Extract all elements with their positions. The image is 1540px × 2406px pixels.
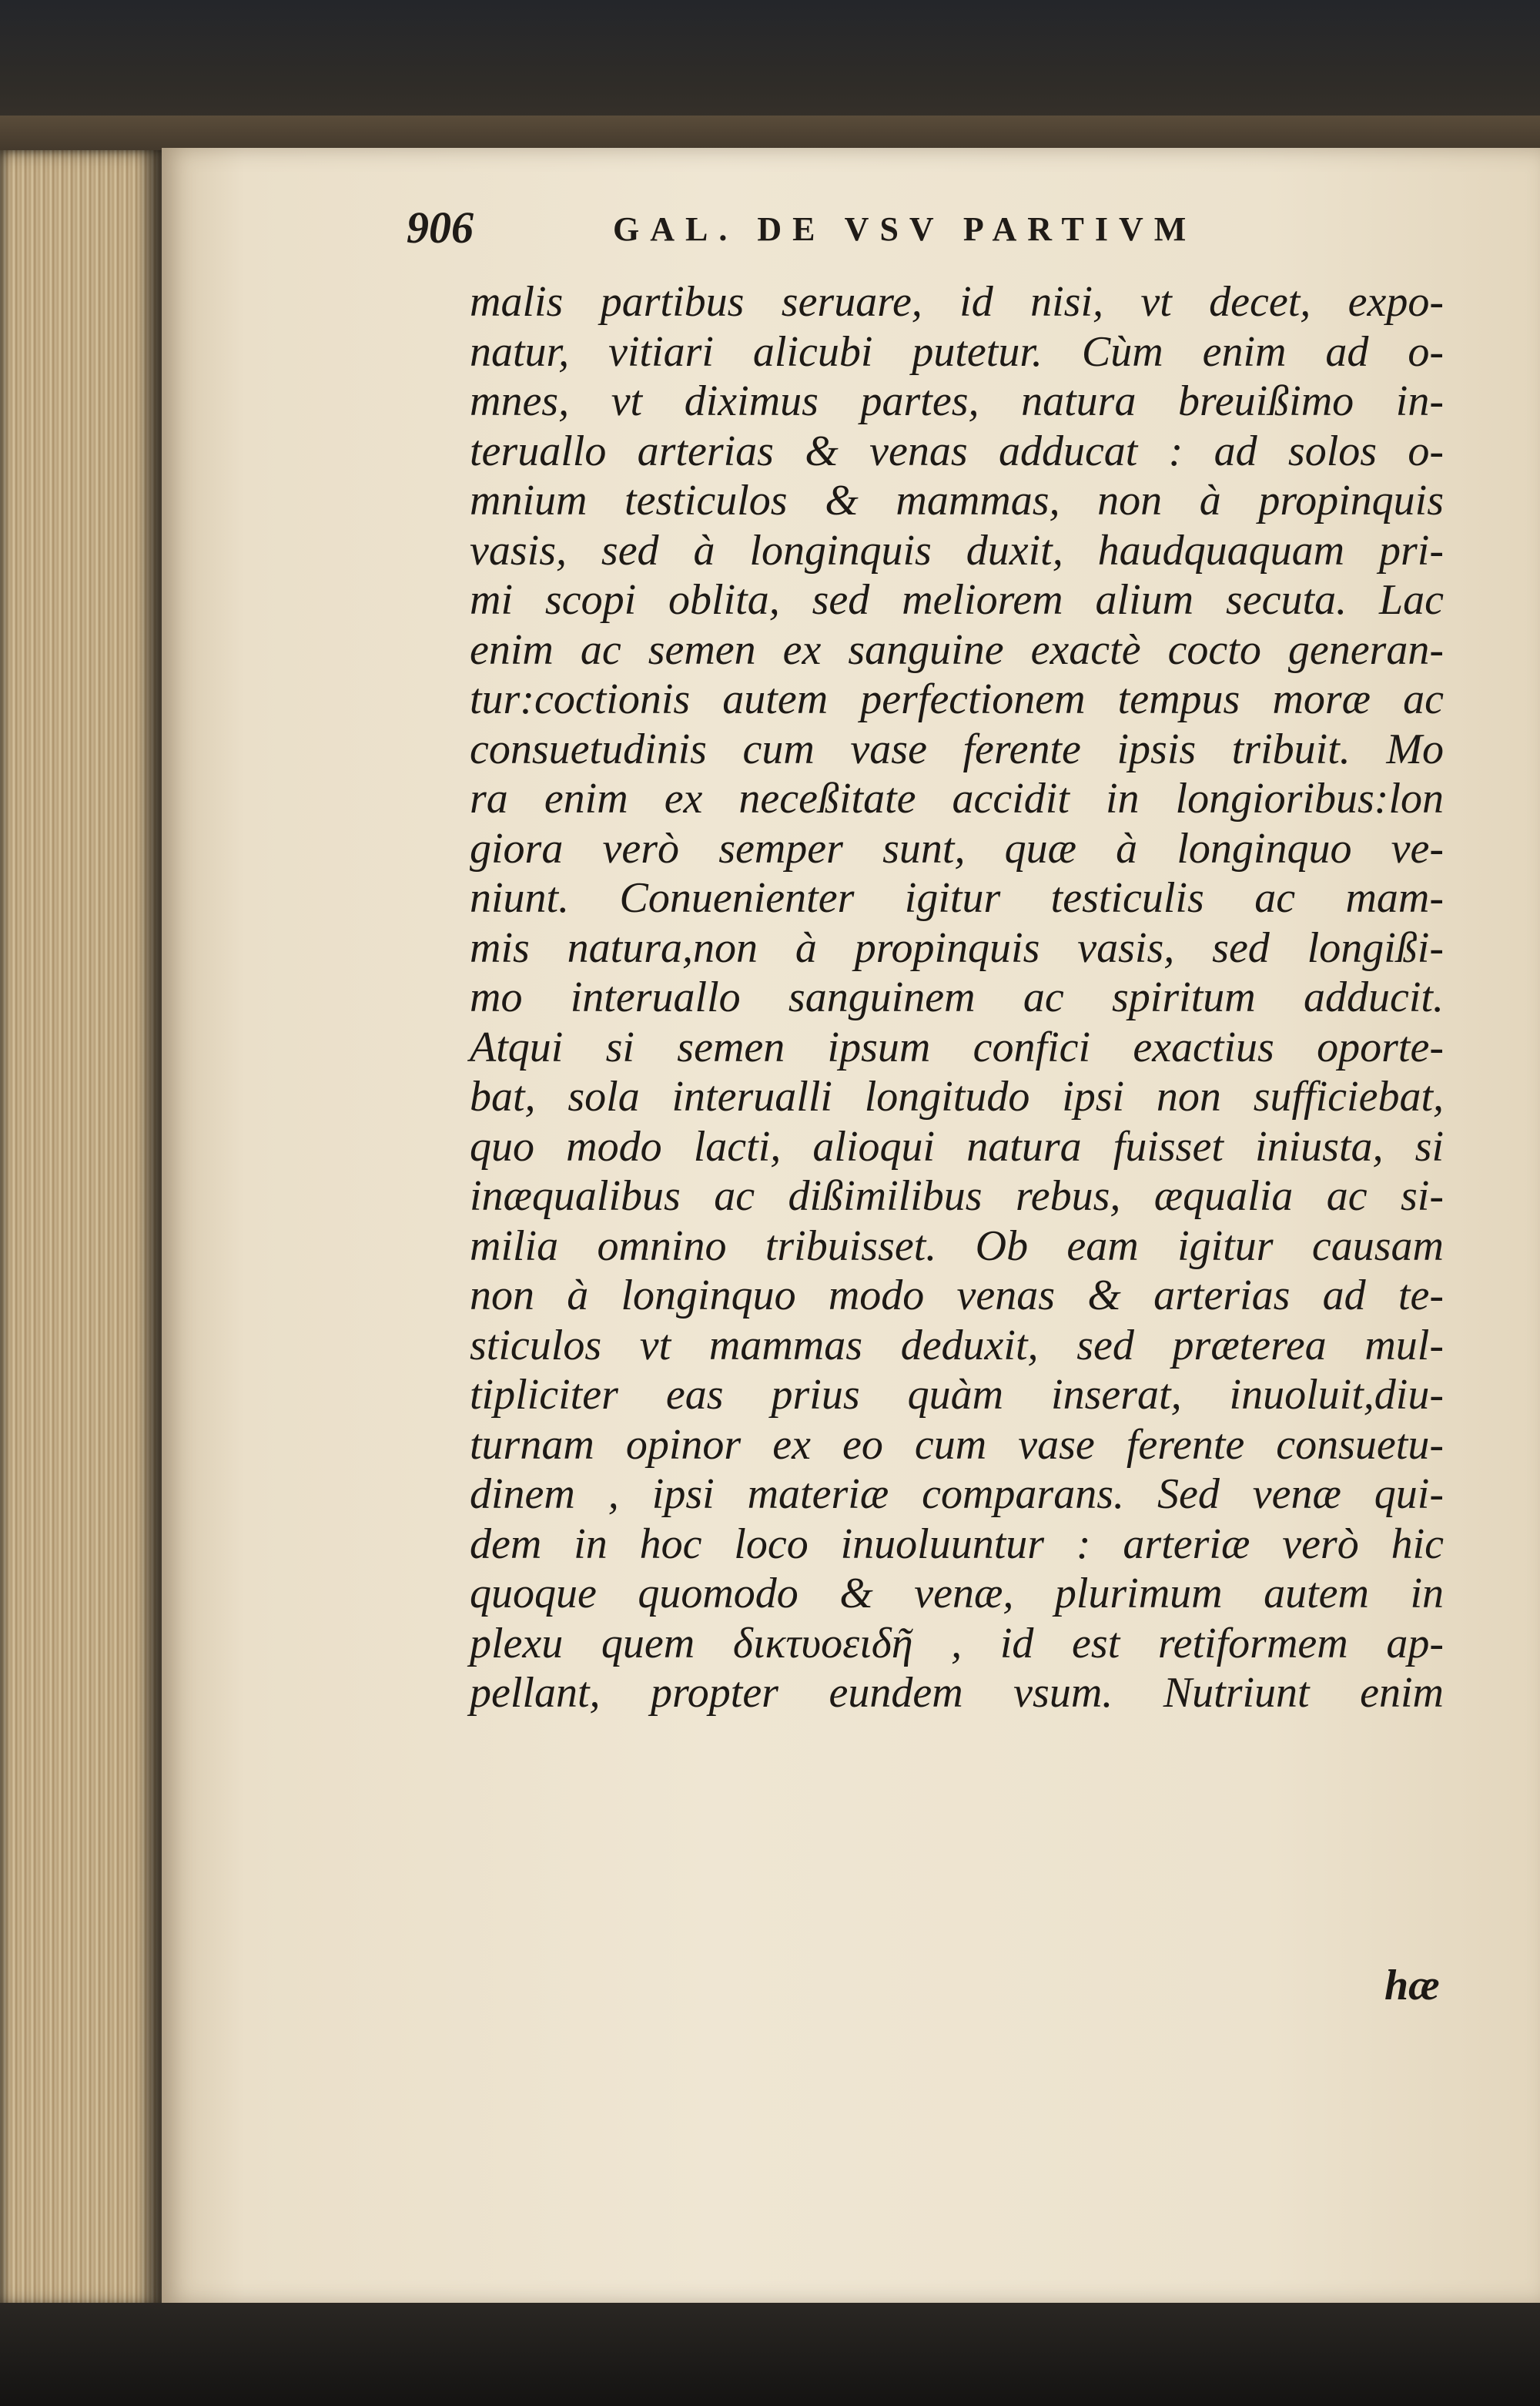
- text-line: natur, vitiari alicubi putetur. Cùm enim ad o-: [470, 327, 1444, 376]
- text-line: consuetudinis cum vase ferente ipsis tribuit. Mo: [470, 725, 1444, 773]
- running-head: [407, 202, 1300, 263]
- text-line: non à longinquo modo venas & arterias ad te-: [470, 1272, 1444, 1319]
- page-number: 906: [407, 203, 474, 253]
- text-line: tur:coctionis autem perfectionem tempus moræ ac: [470, 675, 1444, 723]
- text-line: malis partibus seruare, id nisi, vt decet, expo-: [470, 278, 1444, 326]
- text-line: dem in hoc loco inuoluuntur : arteriæ verò hic: [470, 1520, 1444, 1568]
- text-line: vasis, sed à longinquis duxit, haudquaquam pri-: [470, 526, 1444, 575]
- text-block: [470, 277, 1444, 1718]
- text-line: plexu quem δικτυοειδῆ , id est retiformem ap-: [470, 1619, 1444, 1667]
- text-line: giora verò semper sunt, quæ à longinquo ve-: [470, 824, 1444, 873]
- text-line: niunt. Conuenienter igitur testiculis ac mam-: [470, 874, 1444, 922]
- text-line: quo modo lacti, alioqui natura fuisset iniusta, si: [470, 1122, 1444, 1171]
- text-line: dinem , ipsi materiæ comparans. Sed venæ qui-: [470, 1470, 1444, 1518]
- text-line: mnes, vt diximus partes, natura breuißimo in-: [470, 377, 1444, 425]
- text-line: inæqualibus ac dißimilibus rebus, æqualia ac si-: [470, 1172, 1444, 1220]
- text-line: mnium testiculos & mammas, non à propinquis: [470, 477, 1444, 524]
- catchword: hæ: [1384, 1962, 1440, 2009]
- text-line: turnam opinor ex eo cum vase ferente consuetu-: [470, 1420, 1444, 1469]
- text-line: milia omnino tribuisset. Ob eam igitur causam: [470, 1221, 1444, 1270]
- text-line: mis natura,non à propinquis vasis, sed longißi-: [470, 923, 1444, 972]
- text-line: enim ac semen ex sanguine exactè cocto generan-: [470, 625, 1444, 674]
- text-line: tipliciter eas prius quàm inserat, inuoluit,diu-: [470, 1371, 1444, 1419]
- text-line: mo interuallo sanguinem ac spiritum adducit.: [470, 973, 1444, 1021]
- text-line: sticulos vt mammas deduxit, sed præterea mul-: [470, 1321, 1444, 1369]
- text-line: mi scopi oblita, sed meliorem alium secuta. Lac: [470, 576, 1444, 624]
- text-line: bat, sola interualli longitudo ipsi non sufficiebat,: [470, 1073, 1444, 1121]
- text-line: teruallo arterias & venas adducat : ad solos o-: [470, 427, 1444, 475]
- text-line: quoque quomodo & venæ, plurimum autem in: [470, 1570, 1444, 1617]
- text-line: Atqui si semen ipsum confici exactius oporte-: [470, 1023, 1444, 1071]
- book-cover-bottom: [0, 2303, 1540, 2406]
- running-title: GAL. DE VSV PARTIVM: [613, 210, 1197, 248]
- text-line: pellant, propter eundem vsum. Nutriunt enim: [470, 1669, 1444, 1717]
- text-line: ra enim ex neceßitate accidit in longioribus:lon: [470, 775, 1444, 823]
